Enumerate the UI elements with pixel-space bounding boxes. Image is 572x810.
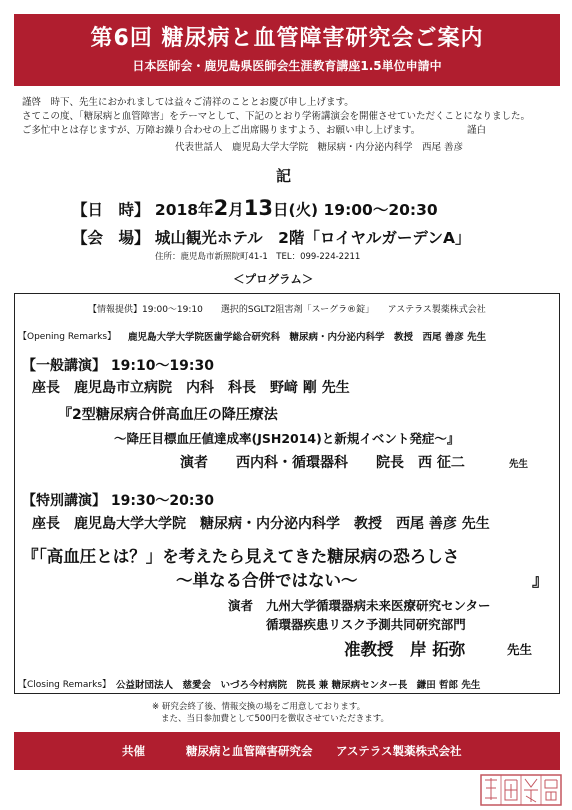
- note-line-1: ※ 研究会終了後、情報交換の場をご用意しております。: [152, 702, 366, 712]
- program-title: ＜プログラム＞: [233, 272, 314, 286]
- closing-remarks-label: 【Closing Remarks】: [18, 680, 112, 690]
- date-year: 2018年: [154, 201, 214, 219]
- special-speaker-label: 演者: [228, 598, 254, 613]
- special-lecture-title: 『「高血圧とは？」を考えたら見えてきた糖尿病の恐ろしさ: [22, 547, 460, 566]
- special-lecture-chair: 座長 鹿児島大学大学院 糖尿病・内分泌内科学 教授 西尾 善彦 先生: [32, 516, 490, 532]
- greeting-closing: 謹白: [467, 125, 487, 136]
- general-lecture-chair: 座長 鹿児島市立病院 内科 科長 野﨑 剛 先生: [32, 380, 350, 396]
- general-lecture-speaker: 演者 西内科・循環器科 院長 西 征二: [180, 455, 465, 471]
- date-month: 2: [213, 196, 229, 220]
- special-lecture-header: 【特別講演】 19:30～20:30: [22, 493, 215, 509]
- date-row: [72, 196, 438, 220]
- special-lecture-subtitle: ～単なる合併ではない～: [176, 571, 358, 590]
- greeting-line-1: 謹啓 時下、先生におかれましては益々ご清祥のこととお慶び申し上げます。: [22, 97, 354, 108]
- closing-remarks: 公益財団法人 慈愛会 いづろ今村病院 院長 兼 糖尿病センター長 鎌田 哲郎 先生: [116, 680, 481, 691]
- footer-org-2: アステラス製薬株式会社: [336, 744, 462, 758]
- greeting-line-2: さてこの度、「糖尿病と血管障害」をテーマとして、下記のとおり学術講演会を開催させていただくことになりました。: [22, 111, 531, 122]
- venue-address: 住所：鹿児島市新照院町41-1 TEL：099-224-2211: [155, 252, 361, 262]
- header-banner: [14, 14, 560, 86]
- venue-label: 【会 場】: [72, 229, 150, 247]
- special-speaker-affil-1: 九州大学循環器病未来医療研究センター: [266, 598, 491, 613]
- venue-name: 城山観光ホテル 2階「ロイヤルガーデンA」: [154, 229, 471, 247]
- representative: 代表世話人 鹿児島大学大学院 糖尿病・内分泌内科学 西尾 善彦: [175, 142, 464, 153]
- greeting-line-3: ご多忙中とは存じますが、万障お繰り合わせの上ご出席賜りますよう、お願い申し上げます。: [22, 125, 421, 136]
- info-provision: 【情報提供】19:00～19:10 選択的SGLT2阻害剤「スーグラ®錠」 アステラス製薬株式会社: [88, 305, 486, 315]
- special-lecture-close-quote: 』: [532, 571, 549, 590]
- general-lecture-title: 『2型糖尿病合併高血圧の降圧療法: [58, 407, 278, 423]
- opening-remarks: 鹿児島大学大学院医歯学総合研究科 糖尿病・内分泌内科学 教授 西尾 善彦 先生: [128, 332, 487, 343]
- general-lecture-header: 【一般講演】 19:10～19:30: [22, 358, 215, 374]
- note-line-2: また、当日参加費として500円を徴収させていただきます。: [161, 714, 390, 724]
- page-subtitle: 日本医師会・鹿児島県医師会生涯教育講座1.5単位申請中: [132, 59, 442, 73]
- date-label: 【日 時】: [72, 201, 150, 219]
- special-speaker-affil-2: 循環器疾患リスク予測共同研究部門: [266, 617, 466, 632]
- opening-remarks-label: 【Opening Remarks】: [18, 332, 117, 342]
- footer-org-1: 糖尿病と血管障害研究会: [186, 744, 313, 758]
- date-day: 13: [243, 196, 273, 220]
- general-lecture-subtitle: ～降圧目標血圧値達成率(JSH2014)と新規イベント発症～』: [114, 431, 460, 446]
- special-speaker-name: 准教授 岸 拓弥: [344, 640, 466, 659]
- general-lecture-sensei: 先生: [509, 459, 529, 470]
- footer-banner: [14, 732, 560, 770]
- ki-heading: 記: [276, 167, 292, 185]
- page-title: 第6回 糖尿病と血管障害研究会ご案内: [90, 26, 484, 51]
- special-speaker-sensei: 先生: [507, 642, 533, 657]
- footer-label: 共催: [122, 744, 145, 758]
- date-time: 日(火) 19:00～20:30: [272, 201, 438, 219]
- date-month-suffix: 月: [228, 201, 244, 219]
- approval-stamp: [480, 774, 562, 806]
- venue-row: [72, 226, 471, 248]
